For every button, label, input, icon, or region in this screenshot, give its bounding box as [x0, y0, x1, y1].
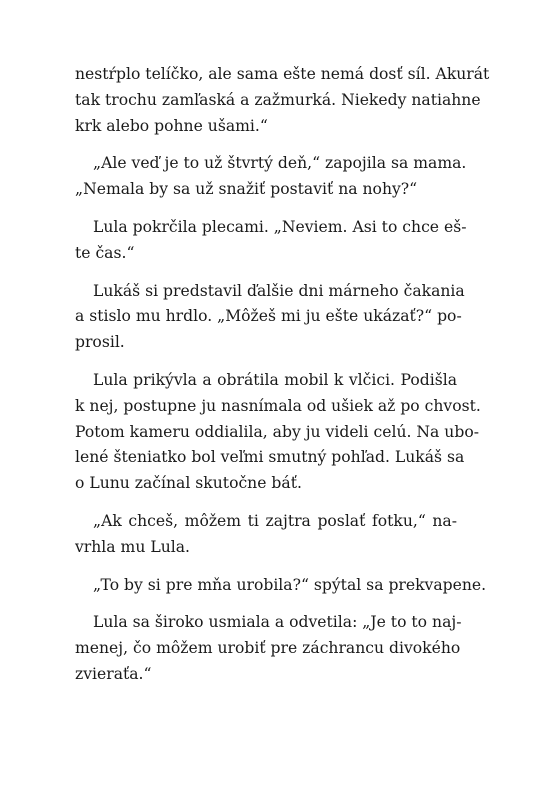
- text-line: zvieraťa.“: [75, 664, 152, 683]
- paragraph: [75, 62, 490, 139]
- paragraph: [75, 573, 487, 599]
- text-line: „Ale veď je to už štvrtý deň,“ zapojila sa mama.: [93, 154, 467, 173]
- text-line: krk alebo pohne ušami.“: [75, 116, 268, 135]
- text-line: k nej, postupne ju nasnímala od ušiek až po chvost.: [75, 396, 481, 415]
- paragraph: [75, 368, 481, 497]
- paragraph: [75, 610, 462, 687]
- paragraph: [75, 151, 467, 203]
- text-line: a stislo mu hrdlo. „Môžeš mi ju ešte ukázať?“ po-: [75, 307, 462, 326]
- text-line: „Nemala by sa už snažiť postaviť na nohy?“: [75, 180, 418, 199]
- text-line: te čas.“: [75, 243, 135, 262]
- text-line: o Lunu začínal skutočne báť.: [75, 474, 302, 493]
- text-line: Potom kameru oddialila, aby ju videli celú. Na ubo-: [75, 422, 479, 441]
- text-line: Lula sa široko usmiala a odvetila: „Je to to naj-: [93, 613, 462, 632]
- text-line: lené šteniatko bol veľmi smutný pohľad. Lukáš sa: [75, 448, 465, 467]
- text-line: vrhla mu Lula.: [75, 537, 190, 556]
- paragraph: [75, 215, 467, 267]
- text-line: „Ak chceš, môžem ti zajtra poslať fotku,“ na-: [93, 511, 457, 530]
- text-line: Lula pokrčila plecami. „Neviem. Asi to chce eš-: [93, 217, 467, 236]
- text-line: Lula prikývla a obrátila mobil k vlčici. Podišla: [93, 370, 457, 389]
- text-line: prosil.: [75, 333, 125, 352]
- body-text: [75, 62, 490, 688]
- text-line: tak trochu zamľaská a zažmurká. Niekedy natiahne: [75, 90, 481, 109]
- text-line: nestŕplo telíčko, ale sama ešte nemá dosť síl. Akurát: [75, 65, 490, 83]
- paragraph: [75, 279, 465, 356]
- text-line: menej, čo môžem urobiť pre záchrancu divokého: [75, 639, 461, 658]
- text-line: „To by si pre mňa urobila?“ spýtal sa prekvapene.: [93, 575, 487, 594]
- text-line: Lukáš si predstavil ďalšie dni márneho čakania: [93, 281, 465, 300]
- paragraph: [75, 509, 457, 561]
